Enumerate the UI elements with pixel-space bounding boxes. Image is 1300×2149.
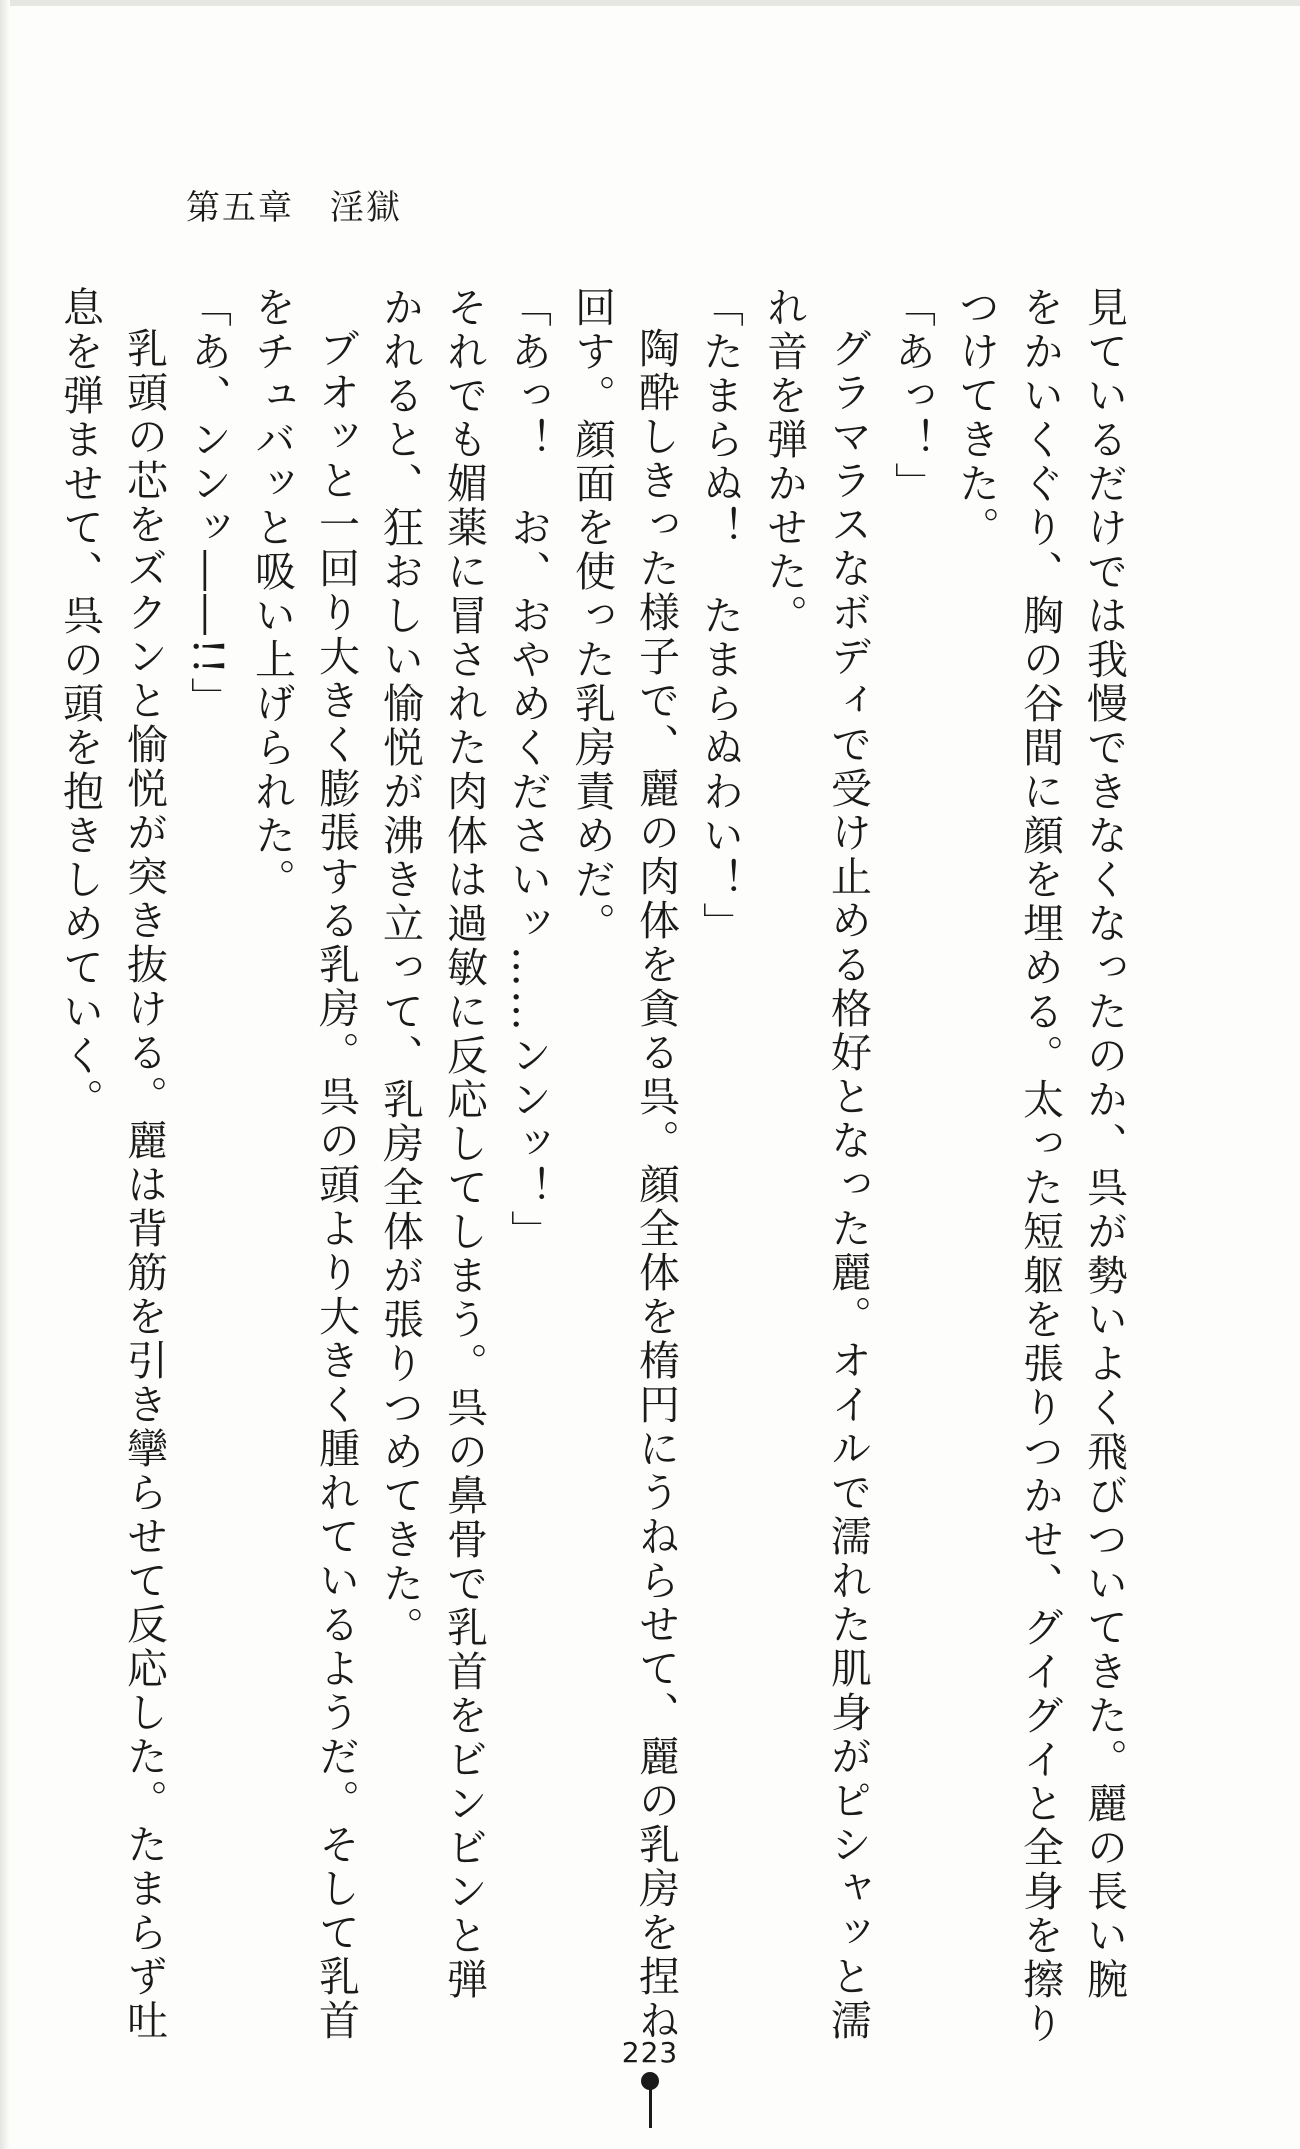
text-line: 陶酔しきった様子で、麗の肉体を貪る呉。顔全体を楕円にうねらせて、麗の乳房を捏ね [632,327,680,2043]
text-line: をかいくぐり、胸の谷間に顔を埋める。太った短躯を張りつかせ、グイグイと全身を擦り [1016,286,1064,2046]
dialogue-line: 「たまらぬ！ たまらぬわい！」 [696,286,744,946]
text-line: 見ているだけでは我慢できなくなったのか、呉が勢いよく飛びついてきた。麗の長い腕 [1080,286,1128,2002]
dialogue-line: 「あっ！」 [888,286,936,506]
dialogue-line: 「あっ！ お、おやめくださいッ……ンンッ！」 [504,286,552,1254]
page-gutter-shadow [0,0,10,2149]
text-line: ブオッと一回り大きく膨張する乳房。呉の頭より大きく腫れているようだ。そして乳首 [312,327,360,2043]
body-text-vertical [48,286,1136,2046]
page-number: 223 [621,2036,679,2069]
text-line: 回す。顔面を使った乳房責めだ。 [568,286,616,946]
text-line: 息を弾ませて、呉の頭を抱きしめていく。 [56,286,104,1122]
text-line: つけてきた。 [952,286,1000,550]
text-line: れ音を弾かせた。 [760,286,808,638]
text-line: 乳頭の芯をズクンと愉悦が突き抜ける。麗は背筋を引き攣らせて反応した。たまらず吐 [120,327,168,2043]
page-edge [0,0,1300,6]
text-line: かれると、狂おしい愉悦が沸き立って、乳房全体が張りつめてきた。 [376,286,424,1650]
text-line: それでも媚薬に冒された肉体は過敏に反応してしまう。呉の鼻骨で乳首をビンビンと弾 [440,286,488,2002]
dialogue-line: 「あ、ンンッ――!!」 [184,286,232,721]
text-line: をチュバッと吸い上げられた。 [248,286,296,902]
text-line: グラマラスなボディで受け止める格好となった麗。オイルで濡れた肌身がピシャッと濡 [824,327,872,2043]
chapter-running-header: 第五章 淫獄 [186,188,402,228]
folio-ornament-stem [649,2088,652,2128]
